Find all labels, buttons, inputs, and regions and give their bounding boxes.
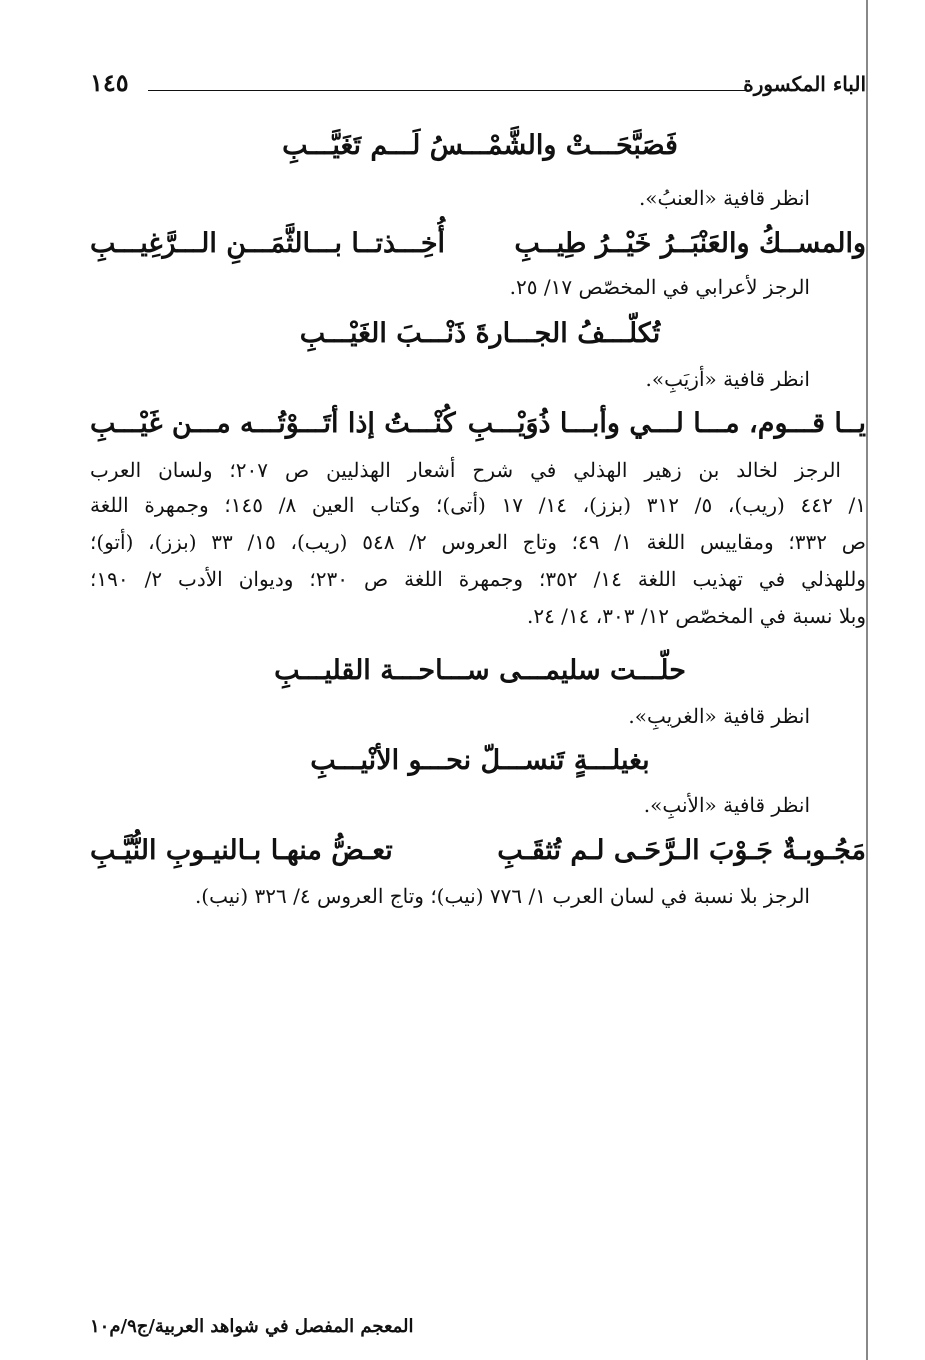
page-number: ١٤٥ (90, 68, 129, 97)
section-title: الباء المكسورة (743, 72, 866, 96)
verse: تُكلّـــفُ الجـــارةَ ذَنْـــبَ الغَيْـــبِ (299, 318, 661, 349)
note: انظر قافية «الأنبِ». (643, 793, 810, 817)
running-header (90, 68, 866, 104)
footer-signature: المعجم المفصل في شواهد العربية/ج٩/م١٠ (90, 1316, 414, 1337)
hemistich-first: مَجُـوبـةٌ جَـوْبَ الـرَّحَـى لـم تُثقَـبِ (497, 835, 866, 866)
hemistich-second: كُنْـــتُ إذا أتَـــوْتُـــه مـــن غَيْـــبِ (90, 408, 456, 439)
note: الرجز لأعرابي في المخصّص ١٧/ ٢٥. (509, 275, 810, 299)
note: انظر قافية «أزيَبِ». (645, 367, 810, 391)
note: انظر قافية «الغريبِ». (628, 704, 810, 728)
verse: بغيلـــةٍ تَنســـلّ نحـــو الأنْيـــبِ (310, 745, 650, 776)
prose-line: وللهذلي في تهذيب اللغة ١٤/ ٣٥٢؛ وجمهرة اللغة ص ٢٣٠؛ وديوان الأدب ٢/ ١٩٠؛ (90, 567, 866, 591)
hemistich-second: أُخِـــذتــا بـــالثَّمَـــنِ الـــرَّغِيـــبِ (90, 228, 446, 259)
prose-line: ص ٣٣٢؛ ومقاييس اللغة ١/ ٤٩؛ وتاج العروس ٢/ ٥٤٨ (ريب)، ١٥/ ٣٣ (بزز)، (أتو)؛ (90, 530, 866, 554)
hemistich-second: تعـضُّ منهـا بـالنيـوبِ النُّيَّـبِ (90, 835, 393, 866)
prose-line: وبلا نسبة في المخصّص ١٢/ ٣٠٣، ١٤/ ٢٤. (526, 604, 866, 628)
hemistich-first: يــا قـــوم، مـــا لـــي وأبـــا ذُوَيْـــبِ (467, 408, 866, 439)
prose-line: ١/ ٤٤٢ (ريب)، ٥/ ٣١٢ (بزز)، ١٤/ ١٧ (أتى)؛ وكتاب العين ٨/ ١٤٥؛ وجمهرة اللغة (90, 493, 866, 517)
verse: حلّـــت سليمـــى ســـاحـــة القليـــبِ (274, 655, 686, 686)
page-edge-line (866, 0, 868, 1360)
hemistich-first: والمســكُ والعَنْبَــرُ خَيْــرُ طِيــبِ (514, 228, 866, 259)
verse: فَصَبَّحَـــتْ والشَّمْـــسُ لَـــم تَغَيَّـــبِ (282, 130, 678, 161)
note: انظر قافية «العنبُ». (638, 186, 810, 210)
header-rule (148, 90, 746, 91)
prose-line: الرجز لخالد بن زهير الهذلي في شرح أشعار الهذليين ص ٢٠٧؛ ولسان العرب (90, 458, 841, 482)
note: الرجز بلا نسبة في لسان العرب ١/ ٧٧٦ (نيب)؛ وتاج العروس ٤/ ٣٢٦ (نيب). (194, 884, 810, 908)
